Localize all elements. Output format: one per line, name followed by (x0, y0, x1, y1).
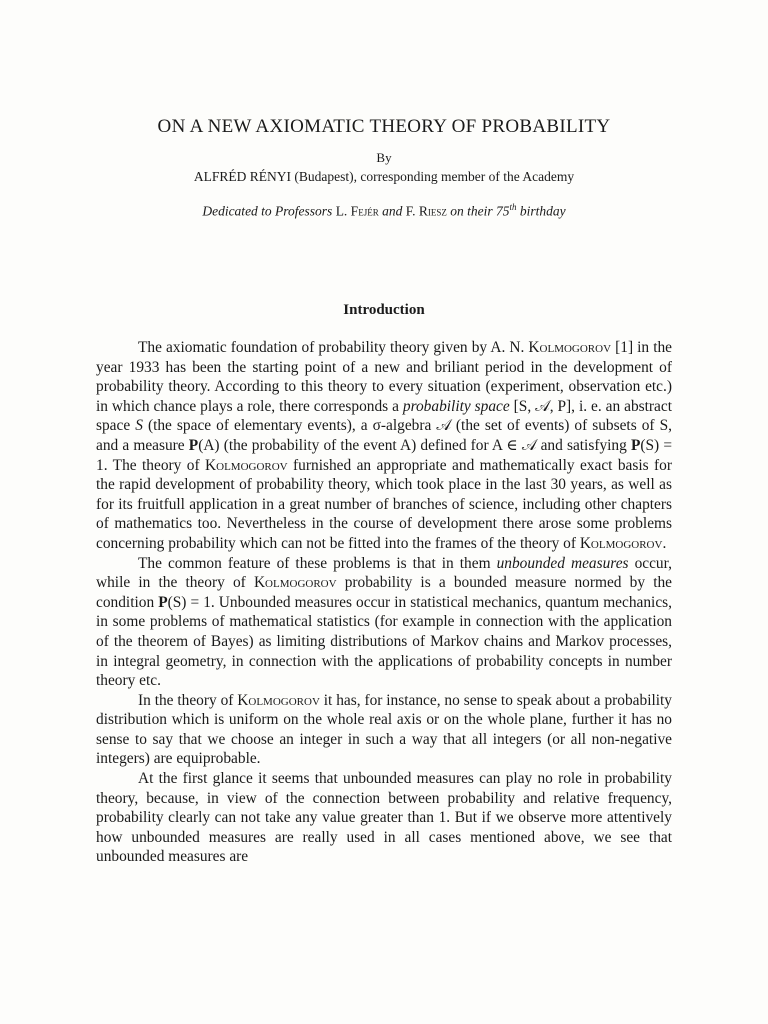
author-line: ALFRÉD RÉNYI (Budapest), corresponding member of the Academy (193, 169, 575, 184)
dedication-sup: th (509, 202, 517, 212)
dedication-and: and (378, 203, 406, 219)
p1-text-k: (S) = 1. The theory of (96, 436, 672, 474)
section-heading-introduction: Introduction (343, 302, 425, 318)
p4-text-a: At the first glance it seems that unbounded measures can play no role in probability theory, because, in view of the connection between probability and relative frequency, probability clearly can not take any value greater than 1. But if we observe more attentively how unbounded measures are really used in all cases mentioned above, we see that unbounded measures are (96, 770, 672, 866)
dedication-line (0, 202, 768, 220)
p2-text-a: The common feature of these problems is that in them (138, 554, 497, 572)
byline-label: By (376, 150, 392, 165)
body-text (96, 338, 672, 867)
dedication-middle: on their 75 (446, 203, 510, 219)
p1-text-o: . (662, 534, 667, 552)
p2-text-e: probability is a bounded measure normed by the condition (96, 574, 672, 611)
p1-text-g: (the space of elementary events), a σ-algebra 𝒜 (the set of events) of subsets of S, and a measure (96, 417, 672, 454)
p1-text-e: [S, 𝒜, P], i. e. an abstract space (96, 397, 672, 435)
p1-measure-p-2: P (630, 436, 641, 454)
p1-space-s: S (135, 417, 143, 435)
dedication-name-riesz: F. Riesz (405, 203, 447, 219)
p2-unbounded-measures: unbounded measures (496, 554, 629, 572)
p3-text-c: it has, for instance, no sense to speak about a probability distribution which is uniform on the whole real axis or on the whole plane, further it has no sense to say that we choose an integer in such a way that all integers (or all non-negative integers) are equiprobable. (96, 691, 672, 768)
paper-title: ON A NEW AXIOMATIC THEORY OF PROBABILITY (157, 116, 611, 137)
p3-text-a: In the theory of (138, 691, 238, 709)
p1-kolmogorov-2: Kolmogorov (205, 456, 288, 474)
dedication-name-fejer: L. Fejér (335, 203, 379, 219)
p1-kolmogorov-1: Kolmogorov (528, 339, 612, 356)
p2-measure-p: P (158, 593, 168, 611)
p3-kolmogorov: Kolmogorov (237, 691, 320, 709)
paragraph-3 (96, 691, 672, 769)
paragraph-4 (96, 769, 672, 867)
p1-measure-p-1: P (188, 436, 199, 454)
p1-text-a: The axiomatic foundation of probability theory given by A. N. (138, 339, 529, 356)
dedication-prefix: Dedicated to Professors (202, 203, 336, 219)
p1-text-c: [1] in the year 1933 has been the starting point of a new and briliant period in the development of probability theory. According to this theory to every situation (experiment, observation etc.) in which chance plays a role, there corresponds a (96, 339, 673, 415)
p1-text-i: (A) (the probability of the event A) defined for A ∈ 𝒜 and satisfying (198, 436, 631, 454)
p2-text-c: occur, while in the theory of (96, 554, 672, 592)
p1-probability-space: probability space (402, 397, 510, 415)
p2-kolmogorov: Kolmogorov (253, 574, 337, 592)
p1-kolmogorov-3: Kolmogorov (579, 534, 663, 552)
paragraph-2 (96, 554, 672, 691)
paragraph-1 (96, 338, 672, 554)
dedication-suffix: birthday (516, 203, 566, 219)
p1-text-m: furnished an appropriate and mathematically exact basis for the rapid development of probability theory, which took place in the last 30 years, as well as for its fruitfull application in a great number of branches of science, including other chapters of mathematics too. Nevertheless in the course of development there arose some problems concerning probability which can not be fitted into the frames of the theory of (96, 456, 672, 552)
p2-text-g: (S) = 1. Unbounded measures occur in statistical mechanics, quantum mechanics, in some problems of mathematical statistics (for example in connection with the application of the theorem of Bayes) as limiting distributions of Markov chains and Markov processes, in integral geometry, in connection with the applications of probability concepts in number theory etc. (96, 593, 673, 690)
